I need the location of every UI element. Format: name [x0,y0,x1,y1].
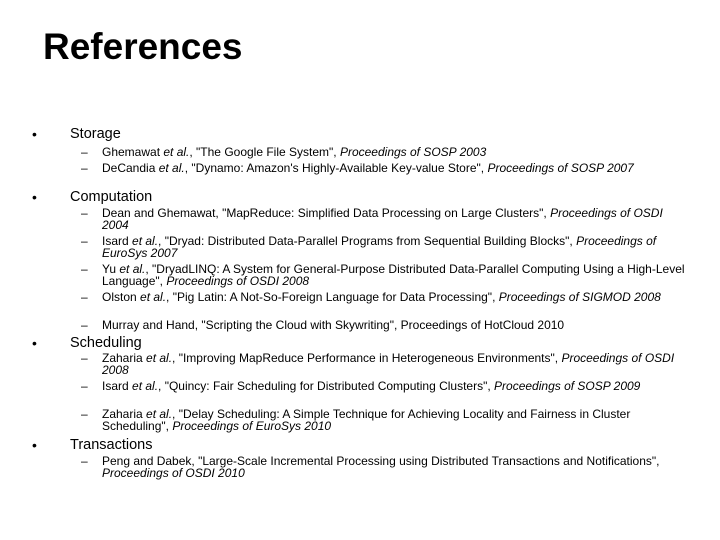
dash-icon: – [81,145,88,159]
dash-icon: – [81,351,88,365]
reference-item [102,162,687,174]
reference-italic-text: et al. [140,290,167,304]
bullet-icon: • [32,126,37,142]
reference-text: Murray and Hand, "Scripting the Cloud with Skywriting", Proceedings of HotCloud 2010 [102,318,565,332]
reference-text: , "The Google File System", [189,145,340,159]
reference-text: , "Delay Scheduling: A Simple Technique for Achieving Locality and Fairness in Cluster Scheduling", [102,407,631,433]
reference-italic-text: Proceedings of SOSP 2003 [339,145,487,159]
reference-italic-text: Proceedings of SOSP 2009 [494,379,641,393]
reference-text: , "Pig Latin: A Not-So-Foreign Language for Data Processing", [166,290,499,304]
reference-item [102,263,687,287]
reference-italic-text: et al. [146,351,173,365]
reference-item [102,146,687,158]
reference-item [102,408,687,432]
dash-icon: – [81,234,88,248]
bullet-icon: • [32,335,37,351]
section-heading: Computation [70,189,153,205]
dash-icon: – [81,379,88,393]
reference-italic-text: Proceedings of OSDI 2010 [102,466,245,480]
reference-item [102,352,687,376]
reference-item [102,207,687,231]
reference-text: DeCandia [102,161,159,175]
reference-text: Yu [102,262,120,276]
reference-text: Zaharia [102,351,147,365]
reference-item [102,291,687,303]
reference-text: , "DryadLINQ: A System for General-Purpose Distributed Data-Parallel Computing Using a High-Level Language", [102,262,685,288]
reference-item [102,455,687,479]
reference-italic-text: et al. [146,407,173,421]
reference-italic-text: Proceedings of EuroSys 2007 [102,234,657,260]
reference-italic-text: Proceedings of OSDI 2008 [166,274,310,288]
section-heading: Scheduling [70,335,142,351]
reference-italic-text: Proceedings of SIGMOD 2008 [498,290,661,304]
reference-italic-text: Proceedings of OSDI 2008 [102,351,675,377]
reference-italic-text: Proceedings of SOSP 2007 [487,161,634,175]
bullet-icon: • [32,437,37,453]
dash-icon: – [81,262,88,276]
reference-text: Isard [102,234,133,248]
reference-text: Peng and Dabek, "Large-Scale Incremental Processing using Distributed Transactions and Notifications", [102,454,660,468]
bullet-icon: • [32,189,37,205]
reference-text: Dean and Ghemawat, "MapReduce: Simplified Data Processing on Large Clusters", [102,206,551,220]
dash-icon: – [81,318,88,332]
reference-italic-text: Proceedings of EuroSys 2010 [172,419,332,433]
reference-item [102,319,687,331]
dash-icon: – [81,290,88,304]
section-heading: Transactions [70,437,153,453]
reference-text: , "Dynamo: Amazon's Highly-Available Key-value Store", [184,161,488,175]
section-heading: Storage [70,126,121,142]
dash-icon: – [81,206,88,220]
dash-icon: – [81,161,88,175]
reference-text: Olston [102,290,141,304]
reference-text: Zaharia [102,407,147,421]
reference-item [102,380,687,392]
reference-italic-text: et al. [158,161,185,175]
dash-icon: – [81,454,88,468]
reference-italic-text: Proceedings of OSDI 2004 [102,206,663,232]
reference-italic-text: et al. [132,234,159,248]
reference-text: Ghemawat [102,145,164,159]
reference-italic-text: et al. [163,145,190,159]
reference-italic-text: et al. [132,379,159,393]
reference-item [102,235,687,259]
reference-italic-text: et al. [119,262,146,276]
reference-text: , "Quincy: Fair Scheduling for Distributed Computing Clusters", [158,379,495,393]
reference-text: Isard [102,379,133,393]
slide-title: References [43,26,243,67]
reference-text: , "Improving MapReduce Performance in Heterogeneous Environments", [172,351,562,365]
reference-text: , "Dryad: Distributed Data-Parallel Programs from Sequential Building Blocks", [158,234,577,248]
dash-icon: – [81,407,88,421]
